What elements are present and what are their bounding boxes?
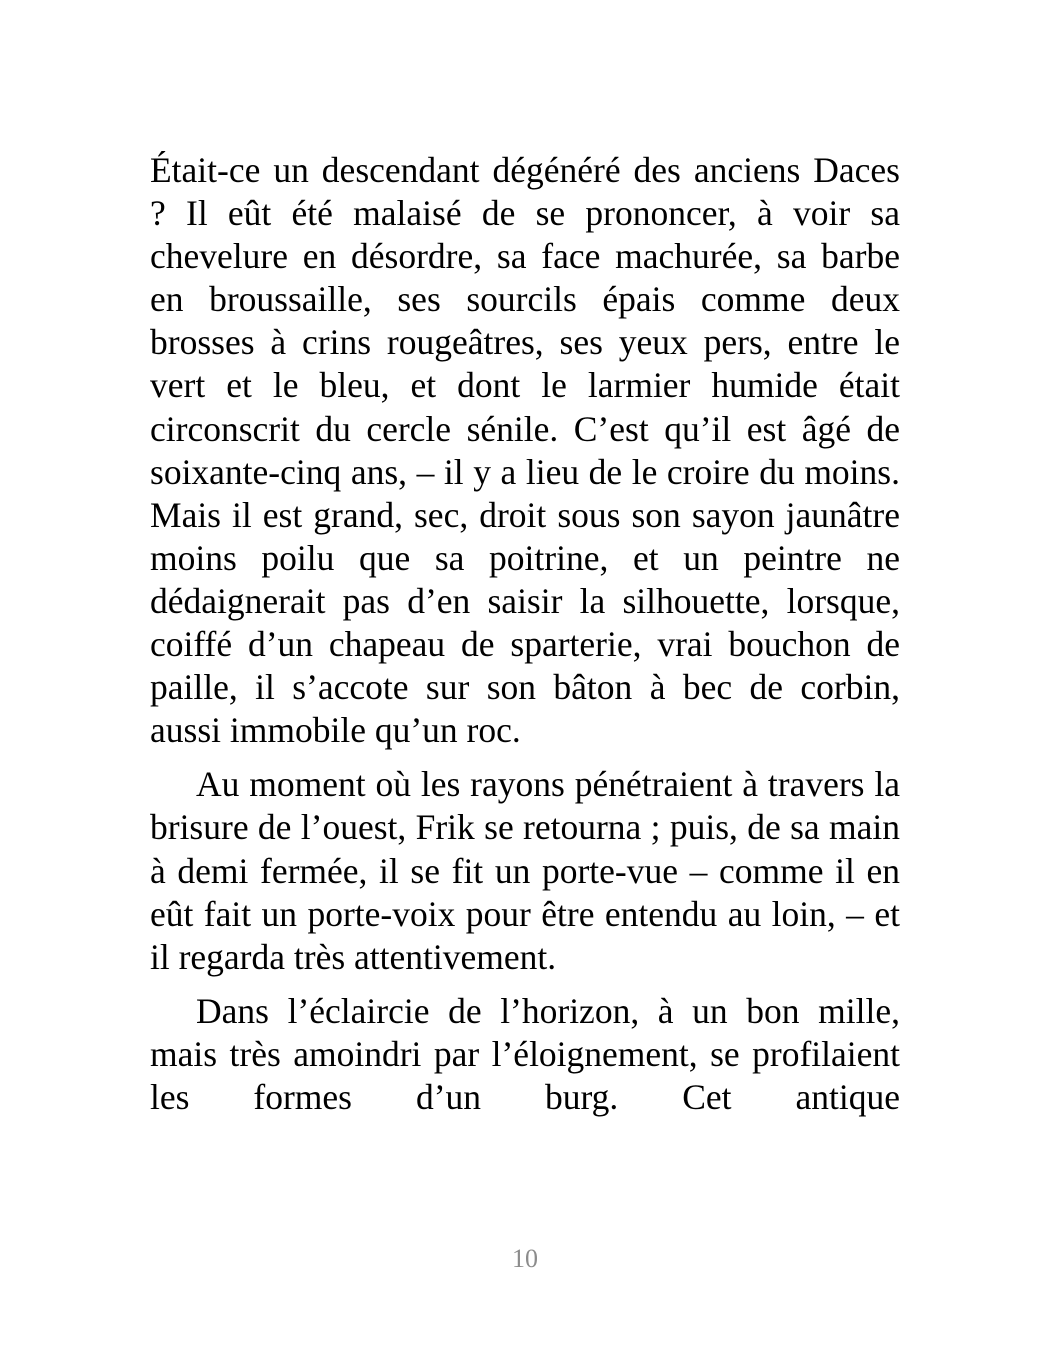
- paragraph-2: Au moment où les rayons pénétraient à travers la brisure de l’ouest, Frik se retourna ; puis, de sa main à demi fermée, il se fit un porte-vue – comme il en eût fait un porte-voix pour être entendu au loin, – et il regarda très attentivement.: [150, 764, 900, 977]
- paragraph-3: Dans l’éclaircie de l’horizon, à un bon mille, mais très amoindri par l’éloignement, se profilaient les formes d’un burg. Cet antique: [150, 990, 900, 1117]
- page-number: 10: [512, 1244, 538, 1273]
- paragraph-1: Était-ce un descendant dégénéré des anciens Daces ? Il eût été malaisé de se prononcer, à voir sa chevelure en désordre, sa face machurée, sa barbe en broussaille, ses sourcils épais comme deux brosses à crins rougeâtres, ses yeux pers, entre le vert et le bleu, et dont le larmier humide était circonscrit du cercle sénile. C’est qu’il est âgé de soixante-cinq ans, – il y a lieu de le croire du moins. Mais il est grand, sec, droit sous son sayon jaunâtre moins poilu que sa poitrine, et un peintre ne dédaignerait pas d’en saisir la silhouette, lorsque, coiffé d’un chapeau de sparterie, vrai bouchon de paille, il s’accote sur son bâton à bec de corbin, aussi immobile qu’un roc.: [150, 150, 900, 751]
- body-text: [150, 149, 900, 1119]
